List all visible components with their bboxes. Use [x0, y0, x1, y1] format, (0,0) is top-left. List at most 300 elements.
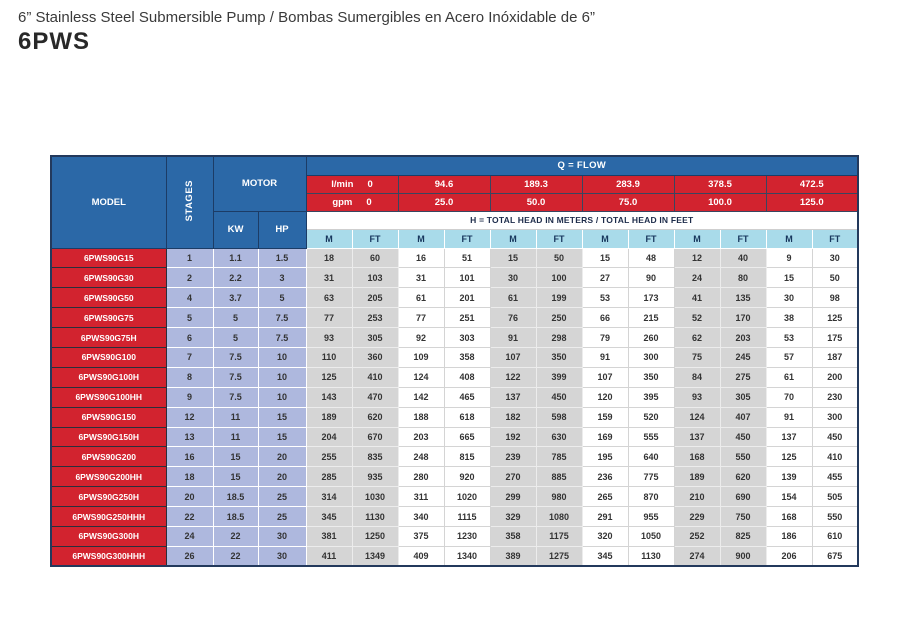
value-cell: 395	[628, 387, 674, 407]
model-column-header: MODEL	[51, 156, 166, 248]
lmin-unit-label: l/min	[331, 178, 354, 190]
value-cell: 248	[398, 447, 444, 467]
table-row	[51, 347, 858, 367]
table-row	[51, 427, 858, 447]
value-cell: 239	[490, 447, 536, 467]
stages-cell: 16	[166, 447, 213, 467]
m-column-header: M	[306, 229, 352, 248]
table-row	[51, 367, 858, 387]
value-cell: 260	[628, 328, 674, 348]
value-cell: 60	[352, 248, 398, 268]
kw-cell: 15	[213, 447, 258, 467]
value-cell: 255	[306, 447, 352, 467]
value-cell: 30	[812, 248, 858, 268]
value-cell: 142	[398, 387, 444, 407]
model-cell: 6PWS90G300HHH	[51, 546, 166, 566]
value-cell: 250	[536, 308, 582, 328]
value-cell: 750	[720, 507, 766, 527]
hp-cell: 20	[258, 467, 306, 487]
value-cell: 15	[582, 248, 628, 268]
hp-column-header: HP	[258, 211, 306, 248]
table-row	[51, 507, 858, 527]
gpm-value-cell: 25.0	[398, 193, 490, 211]
value-cell: 300	[628, 347, 674, 367]
model-cell: 6PWS90G150H	[51, 427, 166, 447]
value-cell: 125	[766, 447, 812, 467]
value-cell: 124	[674, 407, 720, 427]
value-cell: 9	[766, 248, 812, 268]
value-cell: 125	[306, 367, 352, 387]
value-cell: 1230	[444, 526, 490, 546]
value-cell: 455	[812, 467, 858, 487]
value-cell: 555	[628, 427, 674, 447]
value-cell: 15	[490, 248, 536, 268]
value-cell: 93	[306, 328, 352, 348]
value-cell: 107	[490, 347, 536, 367]
value-cell: 91	[490, 328, 536, 348]
value-cell: 955	[628, 507, 674, 527]
stages-cell: 6	[166, 328, 213, 348]
gpm-value-cell: 75.0	[582, 193, 674, 211]
value-cell: 465	[444, 387, 490, 407]
value-cell: 199	[536, 288, 582, 308]
value-cell: 470	[352, 387, 398, 407]
page-title: 6” Stainless Steel Submersible Pump / Bombas Sumergibles en Acero Inóxidable de 6”	[18, 9, 595, 26]
value-cell: 77	[306, 308, 352, 328]
value-cell: 201	[444, 288, 490, 308]
value-cell: 265	[582, 487, 628, 507]
kw-cell: 1.1	[213, 248, 258, 268]
stages-cell: 24	[166, 526, 213, 546]
value-cell: 270	[490, 467, 536, 487]
value-cell: 520	[628, 407, 674, 427]
value-cell: 236	[582, 467, 628, 487]
stages-cell: 9	[166, 387, 213, 407]
kw-cell: 11	[213, 407, 258, 427]
table-row	[51, 328, 858, 348]
value-cell: 1130	[628, 546, 674, 566]
value-cell: 62	[674, 328, 720, 348]
value-cell: 360	[352, 347, 398, 367]
value-cell: 1349	[352, 546, 398, 566]
model-cell: 6PWS90G250HHH	[51, 507, 166, 527]
lmin-value-cell: 94.6	[398, 175, 490, 193]
model-cell: 6PWS90G50	[51, 288, 166, 308]
value-cell: 205	[352, 288, 398, 308]
pump-spec-table	[50, 155, 859, 567]
value-cell: 109	[398, 347, 444, 367]
value-cell: 41	[674, 288, 720, 308]
value-cell: 399	[536, 367, 582, 387]
value-cell: 30	[766, 288, 812, 308]
table-row	[51, 467, 858, 487]
stages-label: STAGES	[184, 180, 195, 222]
value-cell: 122	[490, 367, 536, 387]
value-cell: 31	[306, 268, 352, 288]
value-cell: 410	[812, 447, 858, 467]
model-cell: 6PWS90G300H	[51, 526, 166, 546]
lmin-value-cell: 189.3	[490, 175, 582, 193]
value-cell: 93	[674, 387, 720, 407]
value-cell: 92	[398, 328, 444, 348]
value-cell: 50	[812, 268, 858, 288]
value-cell: 1175	[536, 526, 582, 546]
value-cell: 329	[490, 507, 536, 527]
value-cell: 1275	[536, 546, 582, 566]
kw-cell: 2.2	[213, 268, 258, 288]
kw-cell: 5	[213, 308, 258, 328]
value-cell: 620	[720, 467, 766, 487]
lmin-value-cell: 283.9	[582, 175, 674, 193]
hp-cell: 1.5	[258, 248, 306, 268]
value-cell: 251	[444, 308, 490, 328]
hp-cell: 5	[258, 288, 306, 308]
value-cell: 200	[812, 367, 858, 387]
value-cell: 210	[674, 487, 720, 507]
value-cell: 350	[628, 367, 674, 387]
m-column-header: M	[398, 229, 444, 248]
m-column-header: M	[766, 229, 812, 248]
value-cell: 84	[674, 367, 720, 387]
value-cell: 407	[720, 407, 766, 427]
model-cell: 6PWS90G100HH	[51, 387, 166, 407]
page-header	[18, 8, 595, 55]
value-cell: 618	[444, 407, 490, 427]
hp-cell: 20	[258, 447, 306, 467]
kw-cell: 15	[213, 467, 258, 487]
value-cell: 285	[306, 467, 352, 487]
value-cell: 175	[812, 328, 858, 348]
value-cell: 298	[536, 328, 582, 348]
value-cell: 204	[306, 427, 352, 447]
value-cell: 168	[674, 447, 720, 467]
value-cell: 275	[720, 367, 766, 387]
model-cell: 6PWS90G200	[51, 447, 166, 467]
m-column-header: M	[674, 229, 720, 248]
kw-cell: 3.7	[213, 288, 258, 308]
value-cell: 124	[398, 367, 444, 387]
kw-cell: 11	[213, 427, 258, 447]
value-cell: 137	[766, 427, 812, 447]
value-cell: 203	[398, 427, 444, 447]
value-cell: 274	[674, 546, 720, 566]
model-cell: 6PWS90G100H	[51, 367, 166, 387]
hp-cell: 25	[258, 507, 306, 527]
value-cell: 305	[720, 387, 766, 407]
model-cell: 6PWS90G75H	[51, 328, 166, 348]
value-cell: 18	[306, 248, 352, 268]
value-cell: 61	[490, 288, 536, 308]
table-body	[51, 248, 858, 566]
value-cell: 1115	[444, 507, 490, 527]
lmin-zero-cell	[307, 179, 398, 190]
hp-cell: 7.5	[258, 308, 306, 328]
value-cell: 230	[812, 387, 858, 407]
model-cell: 6PWS90G200HH	[51, 467, 166, 487]
value-cell: 775	[628, 467, 674, 487]
qflow-header: Q = FLOW	[306, 156, 858, 175]
kw-cell: 18.5	[213, 507, 258, 527]
value-cell: 690	[720, 487, 766, 507]
value-cell: 53	[766, 328, 812, 348]
value-cell: 169	[582, 427, 628, 447]
value-cell: 66	[582, 308, 628, 328]
value-cell: 110	[306, 347, 352, 367]
value-cell: 139	[766, 467, 812, 487]
value-cell: 598	[536, 407, 582, 427]
value-cell: 101	[444, 268, 490, 288]
value-cell: 411	[306, 546, 352, 566]
stages-cell: 5	[166, 308, 213, 328]
value-cell: 182	[490, 407, 536, 427]
value-cell: 920	[444, 467, 490, 487]
value-cell: 107	[582, 367, 628, 387]
gpm-value-cell: 50.0	[490, 193, 582, 211]
kw-cell: 7.5	[213, 347, 258, 367]
value-cell: 188	[398, 407, 444, 427]
model-cell: 6PWS90G100	[51, 347, 166, 367]
value-cell: 885	[536, 467, 582, 487]
m-column-header: M	[582, 229, 628, 248]
value-cell: 1080	[536, 507, 582, 527]
gpm-unit-label: gpm	[332, 196, 353, 208]
stages-cell: 4	[166, 288, 213, 308]
value-cell: 61	[766, 367, 812, 387]
value-cell: 665	[444, 427, 490, 447]
value-cell: 358	[490, 526, 536, 546]
value-cell: 76	[490, 308, 536, 328]
value-cell: 137	[490, 387, 536, 407]
value-cell: 173	[628, 288, 674, 308]
value-cell: 77	[398, 308, 444, 328]
value-cell: 311	[398, 487, 444, 507]
value-cell: 450	[536, 387, 582, 407]
value-cell: 350	[536, 347, 582, 367]
value-cell: 16	[398, 248, 444, 268]
ft-column-header: FT	[720, 229, 766, 248]
value-cell: 505	[812, 487, 858, 507]
value-cell: 12	[674, 248, 720, 268]
value-cell: 1130	[352, 507, 398, 527]
motor-column-header: MOTOR	[213, 156, 306, 211]
value-cell: 189	[674, 467, 720, 487]
value-cell: 299	[490, 487, 536, 507]
value-cell: 640	[628, 447, 674, 467]
value-cell: 170	[720, 308, 766, 328]
value-cell: 280	[398, 467, 444, 487]
kw-cell: 22	[213, 526, 258, 546]
value-cell: 320	[582, 526, 628, 546]
value-cell: 195	[582, 447, 628, 467]
value-cell: 935	[352, 467, 398, 487]
value-cell: 79	[582, 328, 628, 348]
hp-cell: 15	[258, 427, 306, 447]
value-cell: 50	[536, 248, 582, 268]
value-cell: 24	[674, 268, 720, 288]
value-cell: 48	[628, 248, 674, 268]
value-cell: 825	[720, 526, 766, 546]
value-cell: 154	[766, 487, 812, 507]
hp-cell: 7.5	[258, 328, 306, 348]
value-cell: 630	[536, 427, 582, 447]
value-cell: 785	[536, 447, 582, 467]
m-column-header: M	[490, 229, 536, 248]
value-cell: 450	[812, 427, 858, 447]
value-cell: 143	[306, 387, 352, 407]
value-cell: 314	[306, 487, 352, 507]
value-cell: 206	[766, 546, 812, 566]
value-cell: 159	[582, 407, 628, 427]
kw-cell: 7.5	[213, 367, 258, 387]
value-cell: 835	[352, 447, 398, 467]
value-cell: 345	[582, 546, 628, 566]
table-row	[51, 526, 858, 546]
value-cell: 192	[490, 427, 536, 447]
value-cell: 40	[720, 248, 766, 268]
value-cell: 189	[306, 407, 352, 427]
value-cell: 187	[812, 347, 858, 367]
model-cell: 6PWS90G30	[51, 268, 166, 288]
gpm-value-cell	[306, 193, 398, 211]
kw-cell: 7.5	[213, 387, 258, 407]
table-row	[51, 447, 858, 467]
value-cell: 91	[766, 407, 812, 427]
hp-cell: 10	[258, 367, 306, 387]
value-cell: 303	[444, 328, 490, 348]
table-row	[51, 308, 858, 328]
value-cell: 340	[398, 507, 444, 527]
value-cell: 900	[720, 546, 766, 566]
value-cell: 305	[352, 328, 398, 348]
table-row	[51, 487, 858, 507]
value-cell: 815	[444, 447, 490, 467]
value-cell: 61	[398, 288, 444, 308]
kw-cell: 18.5	[213, 487, 258, 507]
table-row	[51, 268, 858, 288]
model-cell: 6PWS90G15	[51, 248, 166, 268]
value-cell: 52	[674, 308, 720, 328]
value-cell: 27	[582, 268, 628, 288]
value-cell: 252	[674, 526, 720, 546]
table-row	[51, 407, 858, 427]
hp-cell: 3	[258, 268, 306, 288]
value-cell: 53	[582, 288, 628, 308]
value-cell: 75	[674, 347, 720, 367]
value-cell: 358	[444, 347, 490, 367]
lmin-value-cell	[306, 175, 398, 193]
value-cell: 91	[582, 347, 628, 367]
ft-column-header: FT	[812, 229, 858, 248]
lmin-zero-value: 0	[367, 178, 373, 190]
kw-cell: 5	[213, 328, 258, 348]
value-cell: 245	[720, 347, 766, 367]
stages-cell: 1	[166, 248, 213, 268]
hp-cell: 10	[258, 347, 306, 367]
value-cell: 980	[536, 487, 582, 507]
value-cell: 103	[352, 268, 398, 288]
value-cell: 1250	[352, 526, 398, 546]
stages-cell: 12	[166, 407, 213, 427]
value-cell: 675	[812, 546, 858, 566]
stages-cell: 26	[166, 546, 213, 566]
value-cell: 550	[720, 447, 766, 467]
model-cell: 6PWS90G250H	[51, 487, 166, 507]
value-cell: 550	[812, 507, 858, 527]
value-cell: 15	[766, 268, 812, 288]
value-cell: 168	[766, 507, 812, 527]
value-cell: 1340	[444, 546, 490, 566]
value-cell: 409	[398, 546, 444, 566]
total-head-note: H = TOTAL HEAD IN METERS / TOTAL HEAD IN FEET	[306, 211, 858, 229]
value-cell: 620	[352, 407, 398, 427]
stages-cell: 8	[166, 367, 213, 387]
value-cell: 30	[490, 268, 536, 288]
lmin-value-cell: 378.5	[674, 175, 766, 193]
table-row	[51, 546, 858, 566]
value-cell: 870	[628, 487, 674, 507]
value-cell: 670	[352, 427, 398, 447]
value-cell: 291	[582, 507, 628, 527]
value-cell: 1020	[444, 487, 490, 507]
gpm-zero-cell	[307, 197, 398, 208]
ft-column-header: FT	[352, 229, 398, 248]
value-cell: 1030	[352, 487, 398, 507]
table-row	[51, 288, 858, 308]
ft-column-header: FT	[444, 229, 490, 248]
stages-cell: 18	[166, 467, 213, 487]
gpm-zero-value: 0	[366, 196, 372, 208]
hp-cell: 30	[258, 546, 306, 566]
value-cell: 408	[444, 367, 490, 387]
value-cell: 229	[674, 507, 720, 527]
value-cell: 450	[720, 427, 766, 447]
value-cell: 57	[766, 347, 812, 367]
hp-cell: 15	[258, 407, 306, 427]
stages-cell: 22	[166, 507, 213, 527]
value-cell: 215	[628, 308, 674, 328]
value-cell: 203	[720, 328, 766, 348]
value-cell: 253	[352, 308, 398, 328]
hp-cell: 10	[258, 387, 306, 407]
model-cell: 6PWS90G75	[51, 308, 166, 328]
gpm-value-cell: 125.0	[766, 193, 858, 211]
kw-cell: 22	[213, 546, 258, 566]
value-cell: 80	[720, 268, 766, 288]
hp-cell: 25	[258, 487, 306, 507]
value-cell: 31	[398, 268, 444, 288]
value-cell: 300	[812, 407, 858, 427]
value-cell: 186	[766, 526, 812, 546]
value-cell: 63	[306, 288, 352, 308]
value-cell: 1050	[628, 526, 674, 546]
value-cell: 38	[766, 308, 812, 328]
table-row	[51, 248, 858, 268]
series-title: 6PWS	[18, 28, 91, 55]
value-cell: 610	[812, 526, 858, 546]
model-cell: 6PWS90G150	[51, 407, 166, 427]
stages-cell: 2	[166, 268, 213, 288]
value-cell: 70	[766, 387, 812, 407]
hp-cell: 30	[258, 526, 306, 546]
value-cell: 375	[398, 526, 444, 546]
value-cell: 135	[720, 288, 766, 308]
value-cell: 90	[628, 268, 674, 288]
gpm-value-cell: 100.0	[674, 193, 766, 211]
value-cell: 51	[444, 248, 490, 268]
value-cell: 98	[812, 288, 858, 308]
kw-column-header: KW	[213, 211, 258, 248]
value-cell: 100	[536, 268, 582, 288]
